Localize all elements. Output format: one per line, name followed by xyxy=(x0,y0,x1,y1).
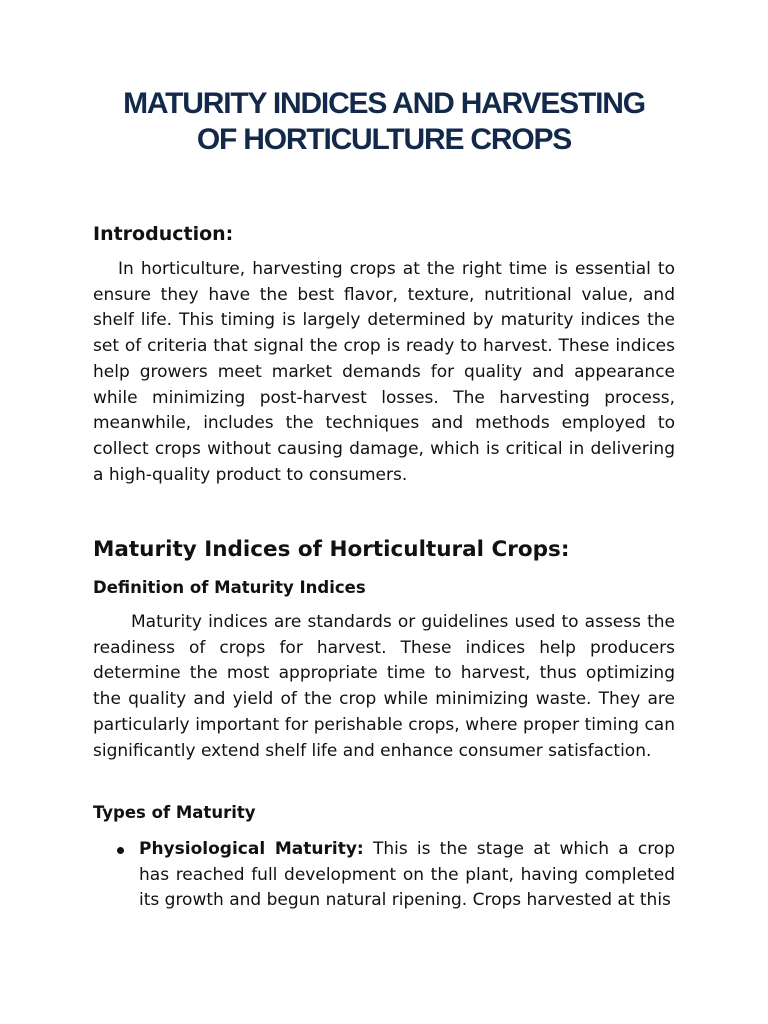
document-title-line-1: MATURITY INDICES AND HARVESTING xyxy=(123,87,645,120)
maturity-types-list xyxy=(93,837,675,914)
maturity-type-text: This is the stage at which a crop has reached full development on the plant, having completed its growth and begun natural ripening. Crops harvested at this xyxy=(139,839,676,911)
types-of-maturity-heading: Types of Maturity xyxy=(93,803,256,822)
list-item xyxy=(93,837,675,914)
definition-paragraph: Maturity indices are standards or guidelines used to assess the readiness of crops for harvest. These indices help producers determine the most appropriate time to harvest, thus optimizing the quality and yield of the crop while minimizing waste. They are particularly important for perishable crops, where proper timing can significantly extend shelf life and enhance consumer satisfaction. xyxy=(93,612,675,761)
definition-heading: Definition of Maturity Indices xyxy=(93,578,366,597)
bullet-icon xyxy=(117,847,124,854)
introduction-heading: Introduction: xyxy=(93,223,234,245)
document-title-line-2: OF HORTICULTURE CROPS xyxy=(196,123,572,156)
maturity-indices-heading: Maturity Indices of Horticultural Crops: xyxy=(93,537,570,562)
maturity-type-term: Physiological Maturity: xyxy=(139,839,364,859)
introduction-paragraph: In horticulture, harvesting crops at the right time is essential to ensure they have the best flavor, texture, nutritional value, and shelf life. This timing is largely determined by maturity indices the set of criteria that signal the crop is ready to harvest. These indices help growers meet market demands for quality and appearance while minimizing post-harvest losses. The harvesting process, meanwhile, includes the techniques and methods employed to collect crops without causing damage, which is critical in delivering a high-quality product to consumers. xyxy=(93,259,675,485)
document-title xyxy=(83,86,685,158)
